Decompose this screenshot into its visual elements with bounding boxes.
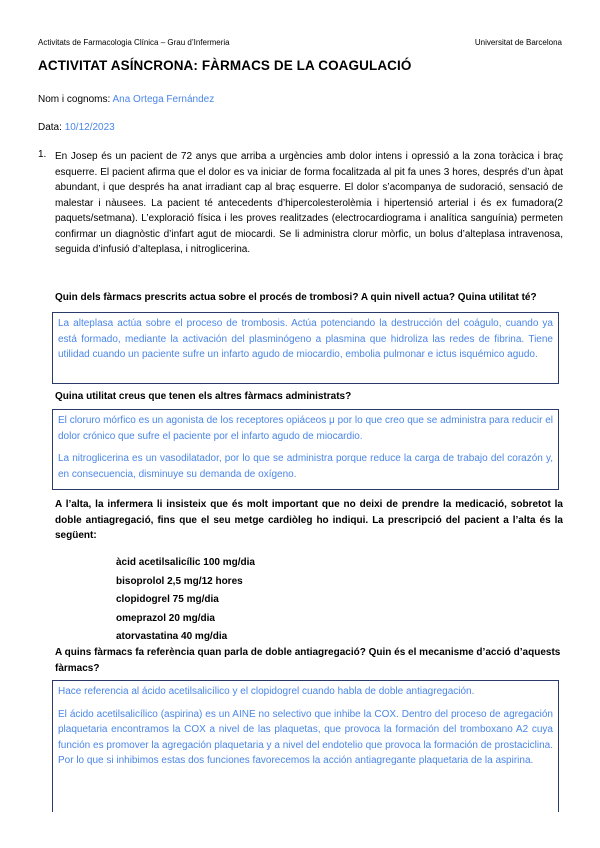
answer-b-nitroglycerin: La nitroglicerina es un vasodilatador, por lo que se administra porque reduce la carga de trabajo del corazón y, en consecuencia, disminuye su demanda de oxígeno. (58, 453, 553, 480)
question-a: Quin dels fàrmacs prescrits actua sobre el procés de trombosi? A quin nivell actua? Quina utilitat té? (55, 292, 537, 303)
discharge-text: A l’alta, la infermera li insisteix que és molt important que no deixi de prendre la medicació, sobretot la doble antiagregació, fins que el seu metge cardiòleg ho indiqui. La prescripció del pacient a l’alta és la següent: (55, 499, 563, 541)
answer-box-c (52, 680, 559, 812)
drug-item: clopidogrel 75 mg/dia (116, 594, 219, 605)
answer-c-drugs: Hace referencia al ácido acetilsalicílico y el clopidogrel cuando habla de doble antiagregación. (58, 686, 475, 697)
date-label: Data: (38, 122, 65, 133)
drug-item: atorvastatina 40 mg/dia (116, 631, 228, 642)
header-university: Universitat de Barcelona (474, 38, 562, 47)
question-c: A quins fàrmacs fa referència quan parla de doble antiagregació? Quin és el mecanisme d’acció d’aquests fàrmacs? (55, 647, 561, 674)
name-label: Nom i cognoms: (38, 94, 113, 105)
name-value: Ana Ortega Fernández (112, 94, 215, 105)
answer-box-b (52, 409, 559, 490)
drug-item: àcid acetilsalicílic 100 mg/dia (116, 557, 255, 568)
question-b: Quina utilitat creus que tenen els altres fàrmacs administrats? (55, 391, 352, 402)
page-title: ACTIVITAT ASÍNCRONA: FÀRMACS DE LA COAGULACIÓ (38, 58, 412, 73)
date-field (38, 122, 115, 133)
case-description: En Josep és un pacient de 72 anys que arriba a urgències amb dolor intens i opressió a la zona toràcica i braç esquerre. El pacient afirma que el dolor es va iniciar de forma focalitzada al pit fa unes 3 hores, després d’un àpat abundant, i que després ha anat irradiant cap al braç esquerre. El dolor s’acompanya de sudoració, sensació de malestar i nàusees. La pacient té antecedents d’hipercolesterolèmia i hipertensió arterial i és ex fumadora(2 paquets/setmana). L’exploració física i les proves realitzades (electrocardiograma i analítica sanguínia) permeten confirmar un diagnòstic d’infart agut de miocardi. Se li administra clorur mòrfic, un bolus d’alteplasa intravenosa, seguida d’infusió d’alteplasa, i nitroglicerina. (55, 151, 563, 255)
answer-a-text: La alteplasa actúa sobre el proceso de trombosis. Actúa potenciando la destrucción del coágulo, cuando ya está formado, mediante la activación del plasminógeno a plasmina que hidroliza las redes de fibrina. Tiene utilidad cuando un paciente sufre un infarto agudo de miocardio, embolia pulmonar e ictus isquémico agudo. (58, 318, 553, 360)
date-value: 10/12/2023 (64, 122, 115, 133)
question-number: 1. (38, 149, 47, 160)
header-course: Activitats de Farmacologia Clínica – Grau d’Infermeria (38, 38, 230, 47)
drug-item: bisoprolol 2,5 mg/12 hores (116, 575, 243, 587)
name-field (38, 94, 214, 105)
answer-c-mechanism: El ácido acetilsalicílico (aspirina) es un AINE no selectivo que inhibe la COX. Dentro del proceso de agregación plaquetaria encontramos la COX a nivel de las plaquetas, que provoca la formación del tromboxano A2 cuya función es promover la agregación plaquetaria y a nivel del endotelio que provoca la formación de prostaciclina. Por lo que si inhibimos estas dos funciones favorecemos la acción antiagregante plaquetaria de la aspirina. (58, 708, 553, 766)
drug-item: omeprazol 20 mg/dia (116, 612, 215, 624)
prescription-list (116, 554, 255, 647)
answer-b-morphine: El cloruro mórfico es un agonista de los receptores opiáceos μ por lo que creo que se administra para reducir el dolor crónico que sufre el paciente por el infarto agudo de miocardio. (58, 415, 553, 442)
answer-box-a (52, 312, 559, 384)
